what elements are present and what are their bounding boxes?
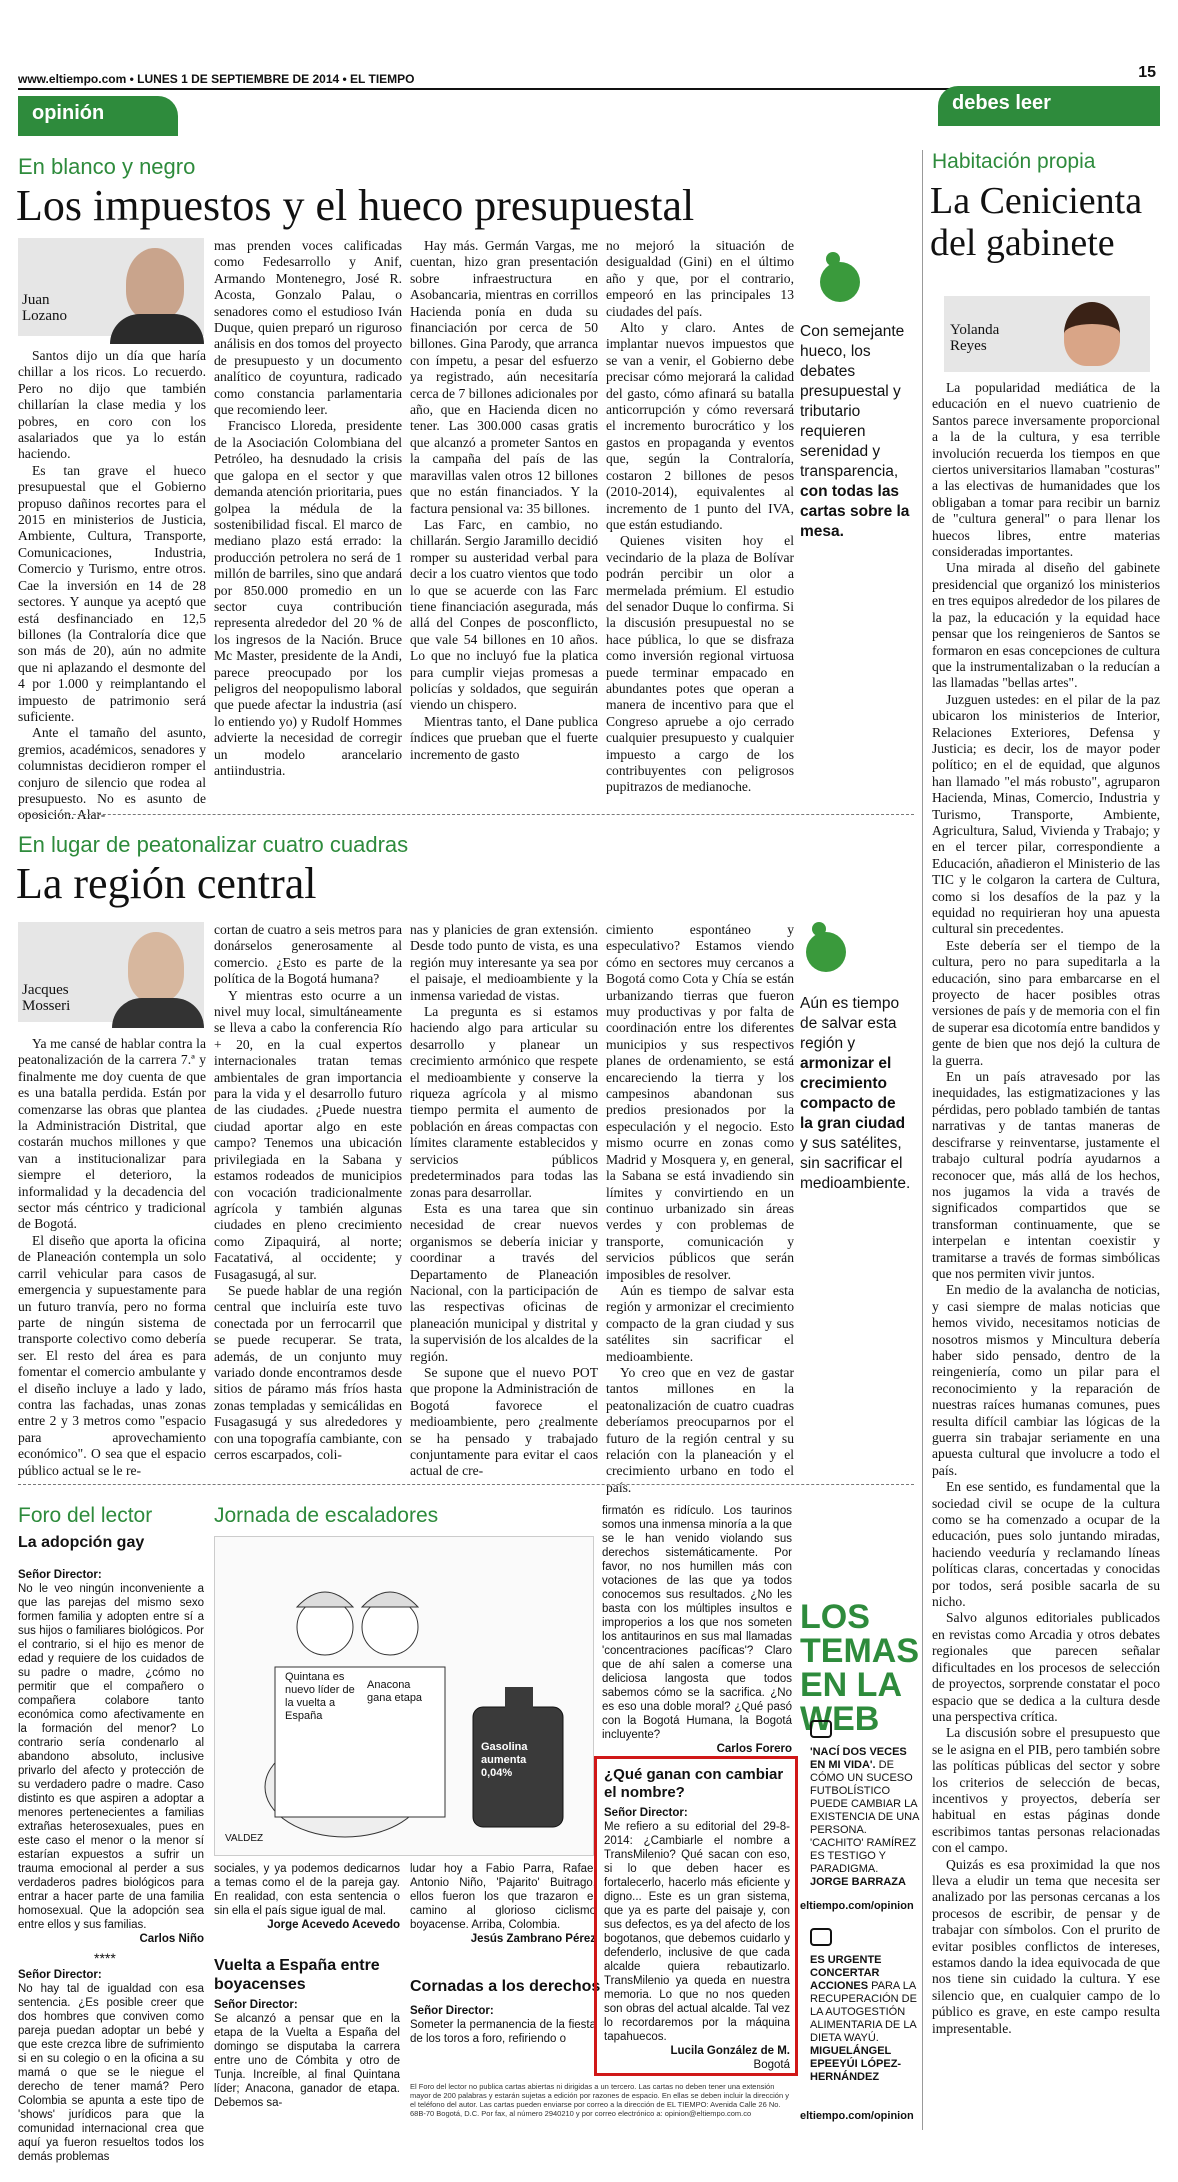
letter <box>410 2004 596 2074</box>
column-divider <box>922 150 923 2130</box>
article-column-2 <box>214 238 402 786</box>
paragraph: Ya me cansé de hablar contra la peatonalización de la carrera 7.ª y finalmente me doy cuenta de que es una batalla perdida. Están por comenzarse las obras que plantea la Administración Distrital, que costarán muchos millones y que van a institucionalizar para siempre el deterioro, la informalidad y la decadencia del sector más céntrico y tradicional de Bogotá. <box>18 1036 206 1232</box>
paragraph: mas prenden voces calificadas como Fedesarrollo y Anif, Armando Montenegro, José R. Acosta, Gonzalo Palau, o senadores como el estudioso Iván Duque, quien preparó un riguroso análisis en dos tomos del proyecto de presupuesto y un documento analítico de coyuntura, radicado como constancia parlamentaria que recomiendo leer. <box>214 238 402 418</box>
paragraph: nas y planicies de gran extensión. Desde todo punto de vista, es una región muy interesante ya sea por el paisaje, el medioambiente y la inmensa variedad de vistas. <box>410 922 598 1003</box>
letter <box>410 1862 596 1962</box>
author-suit <box>110 314 204 344</box>
author-face <box>128 932 184 1002</box>
article-column-4 <box>606 238 794 795</box>
letter-salutation: Señor Director: <box>214 1999 298 2011</box>
paragraph: La pregunta es si estamos haciendo algo para articular su desarrollo y planear un crecimiento armónico que respete el medioambiente y conserve la riqueza agrícola y al mismo tiempo permita el aumento de población en áreas compactas con límites claramente establecidos y servicios públicos predeterminados para todas las zonas para desarrollar. <box>410 1004 598 1200</box>
letter <box>18 1568 204 1948</box>
letter-signature: Carlos Forero <box>716 1743 792 1755</box>
paragraph: Y mientras esto ocurre a un nivel muy local, simultáneamente se lleva a cabo la conferencia Río + 20, en la cual expertos internacionales tratan temas ambientales de gran importancia para la vida y el desarrollo futuro de las ciudades. ¿Puede nuestra ciudad aportar algo en este campo? Tenemos una ubicación privilegiada en la Sabana y estamos rodeados de municipios con vocación tradicionalmente agrícola y también algunas ciudades en pleno crecimiento como Zipaquirá, al norte; Facatativá, al occidente; y Fusagasugá, al sur. <box>214 987 402 1282</box>
author-name: Yolanda Reyes <box>950 322 1000 354</box>
paragraph: Yo creo que en vez de gastar tantos millones en la peatonalización de cuatro cuadras deberíamos preocuparnos por el futuro de la región central y su relación con la planeación y el crecimiento urbano en todo el país. <box>606 1364 794 1495</box>
letter <box>602 1504 792 1774</box>
cartoonist-signature: VALDEZ <box>225 1833 264 1844</box>
page-number: 15 <box>1138 64 1156 81</box>
chat-icon <box>810 1720 832 1738</box>
letter-salutation: Señor Director: <box>18 1969 102 1981</box>
author-face <box>126 248 184 320</box>
pull-quote <box>800 322 910 542</box>
letter-body: Someter la permanencia de la fiesta de los toros a foro, refiriendo o <box>410 2019 596 2045</box>
letter-signature: Carlos Niño <box>139 1933 204 1945</box>
paragraph: Salvo algunos editoriales publicados en revistas como Arcadia y otros debates regionales que parecen señalar dificultades en los procesos de selección de proyectos, sorprende constatar el poco espacio que se dedica a la cultura desde una perspectiva crítica. <box>932 1610 1160 1724</box>
paragraph: Santos dijo un día que haría chillar a los ricos. Lo recuerdo. Pero no dijo que también chillarían la clase media y los pobres, en coro con los asalariados que ya lo están haciendo. <box>18 348 206 462</box>
letter-body: Me refiero a su editorial del 29-8-2014: ¿Cambiarle el nombre a TransMilenio? Qué sacan con eso, si lo que deben hacer es fortalecerlo, hacerlo más eficiente y digno... Este es un gran sistema, que ya es parte del paisaje y, con sus defectos, es ya del afecto de los bogotanos, que debemos cuidarlo y defenderlo, inclusive de que cada alcalde quiera rebautizarlo. TransMilenio ya queda en nuestra memoria. Lo que no nos queden son obras del actual alcalde. Tal vez lo recordaremos por la máquina tapahuecos. <box>604 1821 790 2043</box>
paragraph: Juzguen ustedes: en el pilar de la paz ubicaron los ministerios de Interior, Relaciones Exteriores, Defensa y Justicia; es decir, los de mayor poder político; en el de equidad, que algunos han llamado "el más robusto", agruparon Hacienda, Minas, Comercio, Industria y Turismo, Transporte, Ambiente, Agricultura, Salud, Vivienda y Trabajo; y en el tercer pilar, correspondiente a Educación, añadieron el Ministerio de las TIC y le colgaron la cartera de Cultura, como si los desafíos de la paz y la equidad no requirieran hoy una apuesta cultural sin precedentes. <box>932 691 1160 937</box>
paragraph: Quizás es esa proximidad la que nos lleva a eludir un tema que necesita ser analizado por las personas cercanas a los procesos de escribir, de pensar y de trabajar con símbolos. Con el prurito de evitar posibles conflictos de intereses, estamos dando la idea equivocada de que nos tiene sin cuidado la cultura. Y ese silencio que, en cualquier campo de lo público es grave, en este campo resulta impresentable. <box>932 1856 1160 2036</box>
article-headline: La región central <box>16 859 317 908</box>
pull-quote-bold: con todas las cartas sobre la mesa. <box>800 483 910 540</box>
article-column-2 <box>214 922 402 1472</box>
fine-print: El Foro del lector no publica cartas abiertas ni dirigidas a un tercero. Las cartas no deben tener una extensión mayor de 200 palabras y estarán sujetas a edición por razones de espacio. En ellas se deben incluir la dirección y el teléfono del autor. Las cartas pueden enviarse por correo a la dirección de EL TIEMPO: Avenida Calle 26 No. 68B-70 Bogotá, D.C. Por fax, al número 2940210 y por correo electrónico a: opinion@eltiempo.com.co <box>410 2082 789 2118</box>
foro-kicker: Foro del lector <box>18 1504 153 1527</box>
column-body <box>932 380 1160 2170</box>
paragraph: Quienes visiten hoy el vecindario de la plaza de Bolívar podrán percibir un olor a mermelada prémium. El estudio del senador Duque lo confirma. Si la discusión presupuestal no se hace pública, lo que se disfraza como inversión regional virtuosa puede terminar empacado en abundantes potes que operan a manera de incentivo para que el Congreso apruebe a ojo cerrado cualquier presupuesto y cualquier impuesto a cargo de los contribuyentes con peligrosos pupitrazos de medianoche. <box>606 533 794 795</box>
cartoon-title: Jornada de escaladores <box>214 1504 439 1527</box>
letter <box>214 1998 400 2168</box>
author-name: Jacques Mosseri <box>22 982 71 1014</box>
letter-heading: La adopción gay <box>18 1534 145 1551</box>
pull-quote-end: y sus satélites, sin sacrificar el medioambiente. <box>800 1135 911 1192</box>
paragraph: Este debería ser el tiempo de la cultura, pero no para supeditarla a la educación, sino para embarcarse en el proyecto de hacer posibles otras versiones de país y de memoria con el fin de superar esa dicotomía entre bandidos y gente de bien que nos dejó la cultura de la guerra. <box>932 937 1160 1068</box>
web-link[interactable]: eltiempo.com/opinion <box>800 2110 914 2122</box>
paragraph: La popularidad mediática de la educación en el nuevo cuatrienio de Santos parece inversamente proporcional a la de la cultura, y esa terrible involución recuerda los tiempos en que ciertos universitarios llamaban "costuras" a las electivas de humanidades que los obligaban a tomar para recibir un barniz de "cultura general" o para llenar los huecos libres, entre materias consideradas importantes. <box>932 380 1160 560</box>
paragraph: Esta es una tarea que sin necesidad de crear nuevos organismos se debería iniciar y coordinar a través del Departamento de Planeación Nacional, con la participación de las respectivas oficinas de planeación municipal y distrital y la supervisión de los alcaldes de la región. <box>410 1200 598 1364</box>
masthead-line: www.eltiempo.com • LUNES 1 DE SEPTIEMBRE DE 2014 • EL TIEMPO <box>18 72 415 86</box>
paragraph: Ante el tamaño del asunto, gremios, académicos, senadores y columnistas decidieron romper el conjuro de silencio que rodea al presupuesto. No es asunto de oposición. Alar- <box>18 725 206 823</box>
web-topic-author: JORGE BARRAZA <box>810 1876 906 1888</box>
quote-bubble-icon <box>806 932 846 972</box>
web-topic-author: MIGUELÁNGEL EPEEYÚI LÓPEZ-HERNÁNDEZ <box>810 2045 902 2083</box>
article-kicker: En blanco y negro <box>18 154 196 179</box>
paragraph: Una mirada al diseño del gabinete presidencial que organizó los ministerios en tres equipos alrededor de los pilares de la paz, la educación y la equidad hace pensar que los reingenieros de Santos se formaron en esas concepciones de cultura que la instrumentalizaban o la reducían a las llamadas "bellas artes". <box>932 560 1160 691</box>
author-face <box>1064 302 1120 366</box>
paragraph: Mientras tanto, el Dane publica índices que prueban que el fuerte incremento de gasto <box>410 713 598 762</box>
letter-heading: Cornadas a los derechos <box>410 1978 601 1995</box>
paragraph: La discusión sobre el presupuesto que se le asigna en el PIB, pero también sobre las políticas públicas del sector y sobre los criterios de selección de becas, incentivos y proyectos, debería ser habitual en estas páginas donde escribimos tantas personas relacionadas con el campo. <box>932 1725 1160 1856</box>
article-headline: Los impuestos y el hueco presupuestal <box>16 181 695 230</box>
paragraph: Se supone que el nuevo POT que propone la Administración de Bogotá favorece el medioambiente, pero ¿realmente se ha pensado y trabajado conjuntamente para evitar el caos actual de cre- <box>410 1364 598 1479</box>
letter-salutation: Señor Director: <box>18 1569 102 1581</box>
paragraph: Es tan grave el hueco presupuestal que el Gobierno propuso dañinos recortes para el 2015 en ministerios de Justicia, Ambiente, Cultura, Transporte, Comunicaciones, Industria, Comercio y Turismo, entre otros. Cae la inversión en 14 de 28 sectores. Y aunque ya aceptó que está desfinanciado en 12,5 billones (la Contraloría dice que son más de 20), aún no admite que ni aplazando el desmonte del 4 por 1.000 y reimplantando el impuesto de patrimonio será suficiente. <box>18 462 206 724</box>
section-separator <box>18 1484 914 1485</box>
featured-letter-title: ¿Qué ganan con cambiar el nombre? <box>604 1766 784 1801</box>
web-topic-headline: ES URGENTE CONCERTAR ACCIONES <box>810 1954 882 1992</box>
paragraph: Francisco Lloreda, presidente de la Asociación Colombiana del Petróleo, ha desnudado la crisis que galopa en el sector y que demanda atención prioritaria, pues golpea la médula de la sostenibilidad fiscal. El marco de mediano plazo está errado: la producción petrolera no será de 1 millón de barriles, sino que andará por 850.000 promedio en un sector cuya contribución representa alrededor del 20 % de los ingresos de la Nación. Bruce Mc Master, presidente de la Andi, parece preocupado por los peligros del neopopulismo laboral que puede afectar la industria (así lo entiendo yo) y Rudolf Hommes advierte la necesidad de corregir un modelo arancelario antiindustria. <box>214 418 402 778</box>
web-topic-text: PARA LA RECUPERACIÓN DE LA AUTOGESTIÓN ALIMENTARIA DE LA DIETA WAYÚ. <box>810 1980 917 2044</box>
paragraph: Las Farc, en cambio, no chillarán. Sergio Jaramillo decidió romper su austeridad verbal para decir a los cuatro vientos que todo lo que se acuerde con las Farc tiene financiación asegurada, más allá del Conpes de posconflicto, que vale 54 billones en 10 años. Lo que no incluyó fue la platica para cumplir viejas promesas a policías y soldados, que seguirán viendo un chispero. <box>410 516 598 713</box>
stars-separator: **** <box>94 1950 116 1966</box>
web-topics-title: LOS TEMAS EN LA WEB <box>800 1598 919 1738</box>
cartoon-sign-2: Anacona gana etapa <box>367 1679 423 1704</box>
paragraph: El diseño que aporta la oficina de Planeación contempla un solo carril vehicular para casos de emergencia y supuestamente para un futuro tranvía, pero no forma parte de ningún sistema de transporte colectivo como debería ser. El resto del área es para fomentar el comercio ambulante y el diseño incluye a lado y lado, contra las fachadas, unas zonas entre 2 y 3 metros como "espacio para aprovechamiento económico". O sea que el espacio público actual se le re- <box>18 1232 206 1478</box>
pull-quote-text: Con semejante hueco, los debates presupuestal y tributario requieren serenidad y transparencia, <box>800 323 905 480</box>
article-kicker: En lugar de peatonalizar cuatro cuadras <box>18 832 409 857</box>
paragraph: Hay más. Germán Vargas, me cuentan, hizo gran presentación sobre infraestructura en Asobancaria, mientras en corrillos Hacienda ponía en duda su financiación por cerca de 50 billones. Gina Parody, que arranca con ímpetu, a pesar del esfuerzo ya registrado, aún necesitaría cerca de 7 billones adicionales por año, que en Hacienda dicen no tener. Las 300.000 casas gratis que alcanzó a prometer Santos en la campaña del país de las maravillas valen otros 12 billones que no están financiados. Y la factura pensional va: 35 billones. <box>410 238 598 516</box>
paragraph: Se puede hablar de una región central que incluiría este tuvo conectada por un ferrocarril que se puede recuperar. Se trata, además, de un conjunto muy variado donde encontramos desde sitios de páramo más fríos hasta zonas templadas y semicálidas en Fusagasugá y sus alrededores y con una topografía cambiante, con cerros escarpados, coli- <box>214 1282 402 1462</box>
letter-body: No le veo ningún inconveniente a que las parejas del mismo sexo formen familia y adopten entre sí a sus hijos o familiares biológicos. Por el contrario, si el hijo es menor de edad y requiere de los cuidados de su padre o madre, ¿cómo no permitir que el compañero o compañera colabore tanto económica como afectivamente en la formación del menor? Lo contrario sería condenarlo al abandono absoluto, inclusive privarlo del afecto y protección de su verdadero padre o madre. Caso distinto es que aspiren a adoptar a menores pertenecientes a familias extrañas heterosexuales, pues en este caso el menor o la menor sí estarían expuestos a sufrir un trauma emocional al perder a sus verdaderos padres biológicos para entrar a hacer parte de una familia homosexual. Que la adopción sea entre ellos y sus familias. <box>18 1583 204 1931</box>
letter <box>18 1968 204 2168</box>
letter-signature: Jesús Zambrano Pérez <box>470 1933 596 1945</box>
cartoon-sign-1: Quintana es nuevo líder de la vuelta a España <box>285 1671 355 1722</box>
section-separator <box>18 814 914 815</box>
web-topic-headline: 'NACÍ DOS VECES EN MI VIDA'. <box>810 1746 907 1771</box>
letter-heading: Vuelta a España entre boyacenses <box>214 1957 380 1993</box>
article-column-4 <box>606 922 794 1495</box>
quote-bubble-icon <box>820 262 860 302</box>
letter-salutation: Señor Director: <box>604 1807 688 1819</box>
chat-icon <box>810 1928 832 1946</box>
pull-quote-text: Aún es tiempo de salvar esta región y <box>800 995 900 1052</box>
web-link[interactable]: eltiempo.com/opinion <box>800 1900 914 1912</box>
author-name: Juan Lozano <box>22 292 67 324</box>
featured-letter <box>604 1806 790 2070</box>
paragraph: Alto y claro. Antes de implantar nuevos impuestos que se van a venir, el Gobierno debe precisar cómo mejorará la calidad del gasto, cómo afinará su batalla anticorrupción y cómo reversará el incremento burocrático y los gastos en propaganda y eventos que, según la Contraloría, costaron 2 billones de pesos (2010-2014), equivalentes al incremento de 1 punto del IVA, que están estudiando. <box>606 320 794 532</box>
letter-body: ludar hoy a Fabio Parra, Rafael Antonio Niño, 'Pajarito' Buitrago, ellos fueron los que trazaron el camino al glorioso ciclismo boyacense. Arriba, Colombia. <box>410 1863 596 1931</box>
pull-quote <box>800 994 910 1194</box>
web-topic[interactable] <box>810 1746 922 1896</box>
pull-quote-bold: armonizar el crecimiento compacto de la gran ciudad <box>800 1055 906 1132</box>
letter-body: No hay tal de igualdad con esa sentencia. ¿Es posible creer que dos hombres que conviven como pareja puedan adoptar un bebé y que este crezca libre de sufrimiento si en su colegio o en la oficina a su mamá o que se le niegue el derecho de tener mamá? Pero Colombia se apunta a este tipo de 'shows' jurídicos para que la comunidad internacional crea que aquí ya fueron resueltos todos los demás problemas <box>18 1983 204 2163</box>
article-column-1 <box>18 1036 206 1478</box>
web-topic-text: DE CÓMO UN SUCESO FUTBOLÍSTICO PUEDE CAMBIAR LA EXISTENCIA DE UNA PERSONA. 'CACHITO' RAMÍREZ ES TESTIGO Y PARADIGMA. <box>810 1759 919 1875</box>
letter-city: Bogotá <box>753 2059 790 2071</box>
letter <box>214 1862 400 1942</box>
paragraph: cimiento espontáneo y especulativo? Estamos viendo cómo en sectores muy cercanos a Bogotá como Cota y Chía se están urbanizando tierras que fueron muy productivas y por falta de coordinación entre los diferentes municipios y sus respectivos planes de ordenamiento, se está encareciendo la tierra y los campesinos abandonan sus predios presionados por la especulación y el negocio. Esto mismo ocurre en zonas como Madrid y Mosquera y, en general, la Sabana se está invadiendo sin límites y convirtiendo en un continuo urbanizado sin áreas verdes y con problemas de transporte, comunicación y servicios públicos que serán imposibles de resolver. <box>606 922 794 1282</box>
letter-salutation: Señor Director: <box>410 2005 494 2017</box>
column-kicker: Habitación propia <box>932 150 1096 173</box>
paragraph: En ese sentido, es fundamental que la sociedad civil se ocupe de la cultura como se ha comenzado a ocupar de la educación, pues solo juntando miradas, haciendo veeduría y reclamando líneas políticas claras, concertadas y conocidas por todos, será posible sacarla de su nicho. <box>932 1479 1160 1610</box>
letter-body: firmatón es ridículo. Los taurinos somos una inmensa minoría a la que se le han venido violando sus derechos sistemáticamente. Por favor, no nos humillen más con votaciones de las que ya todos conocemos sus resultados. ¿No les basta con los múltiples insultos e improperios a los que nos someten los antitaurinos en sus mal llamadas 'concentraciones pacíficas'? Claro que de ahí salen a comerse una deliciosa langosta que todos sabemos cómo se la sacrifica. ¿No es eso una doble moral? ¿Qué pasó con la Bogotá Humana, la Bogotá incluyente? <box>602 1505 792 1741</box>
opinion-section-tab: opinión <box>18 96 178 136</box>
paragraph: no mejoró la situación de desigualdad (Gini) en el último año y que, por el contrario, empeoró en las principales 13 ciudades del país. <box>606 238 794 319</box>
letter-signature: Lucila González de M. <box>670 2045 790 2057</box>
article-column-3 <box>410 238 598 786</box>
paragraph: Aún es tiempo de salvar esta región y armonizar el crecimiento compacto de la gran ciudad y sus satélites sin sacrificar el medioambiente. <box>606 1282 794 1364</box>
letter-signature: Jorge Acevedo Acevedo <box>267 1919 400 1931</box>
debes-leer-tab: debes leer <box>938 86 1160 126</box>
cartoon <box>214 1536 594 1856</box>
author-suit <box>112 998 204 1028</box>
paragraph: En un país atravesado por las inequidades, las estigmatizaciones y las pérdidas, pero poblado también de tantas narrativas y de tantas maneras de descifrarse y reinventarse, justamente el trabajo cultural podría ayudarnos a reconocer que, más allá de los hechos, nos jugamos la vida a través de significados compartidos que se transforman continuamente, que se interpelan e intentan coexistir y tramitarse a través de formas simbólicas que nos permiten vivir juntos. <box>932 1069 1160 1281</box>
paragraph: En medio de la avalancha de noticias, y casi siempre de malas noticias que hemos vivido, necesitamos noticias de nosotros mismos y Mincultura debería haber sido pensado, dentro de la reingeniería, como un pilar para el reconocimiento y la reparación de nuestras raíces humanas comunes, pues resulta difícil cambiar las lógicas de la guerra sin trabajar seriamente en una apuesta cultural que involucre a todo el país. <box>932 1282 1160 1478</box>
column-headline: La Cenicienta del gabinete <box>930 180 1143 264</box>
letter-body: Se alcanzó a pensar que en la etapa de la Vuelta a España del domingo se disputaba la carrera entre uno de Cómbita y otro de Tunja. Increíble, al final Quintana líder; Anacona, ganador de etapa. Debemos sa- <box>214 2013 400 2109</box>
web-topic[interactable] <box>810 1954 922 2104</box>
cartoon-tank-label: Gasolina aumenta 0,04% <box>481 1741 528 1779</box>
letter-body: sociales, y ya podemos dedicarnos a temas como el de la pareja gay. En realidad, con esta sentencia o sin ella el país sigue igual de mal. <box>214 1863 400 1917</box>
article-column-3 <box>410 922 598 1479</box>
article-column-1 <box>18 348 206 823</box>
paragraph: cortan de cuatro a seis metros para donárselos generosamente al comercio. ¿Esto es parte de la política de la Bogotá humana? <box>214 922 402 987</box>
